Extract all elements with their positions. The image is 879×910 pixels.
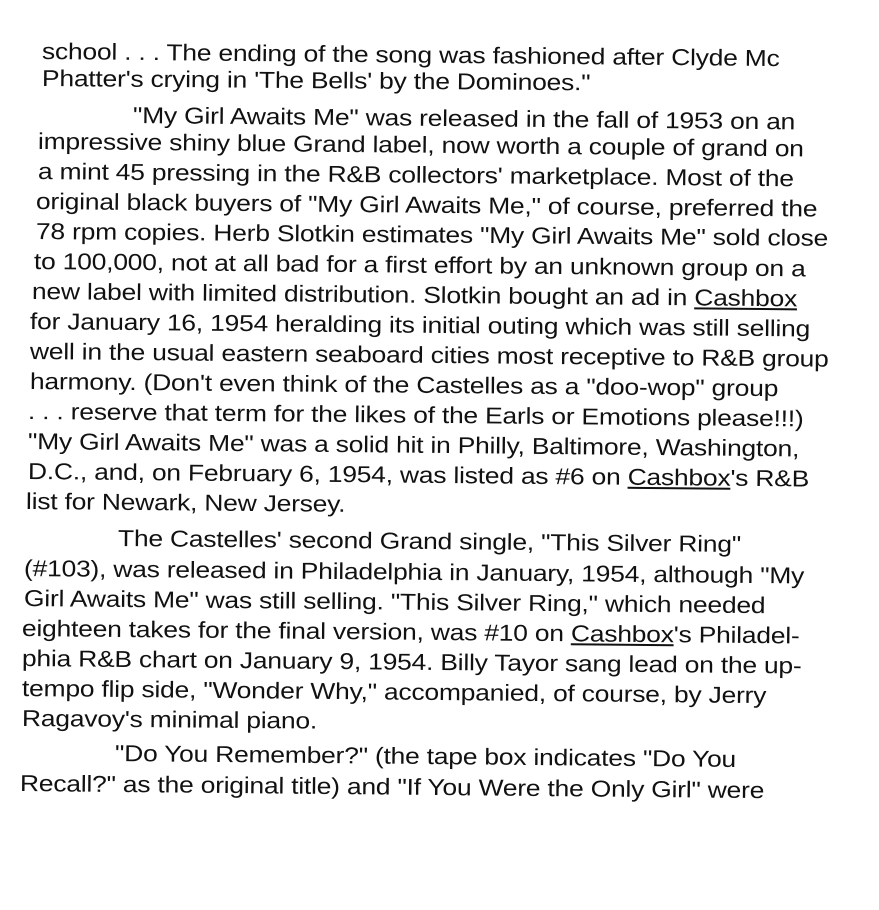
text-segment: a mint 45 pressing in the R&B collectors' marketplace. Most of the <box>37 158 794 192</box>
text-line <box>22 615 800 648</box>
text-segment: impressive shiny blue Grand label, now worth a couple of grand on <box>37 128 804 162</box>
text-line <box>118 525 741 557</box>
text-segment: 78 rpm copies. Herb Slotkin estimates "My Girl Awaits Me" sold close <box>35 218 829 251</box>
text-line <box>32 278 797 311</box>
text-segment: . . . reserve that term for the likes of the Earls or Emotions please!!!) <box>27 398 804 432</box>
text-line <box>22 675 766 708</box>
text-line <box>36 188 818 221</box>
text-line <box>20 770 764 803</box>
underlined-title: Cashbox <box>570 620 674 648</box>
text-segment: (#103), was released in Philadelphia in January, 1954, although "My <box>23 555 805 589</box>
text-segment: "My Girl Awaits Me" was a solid hit in Philly, Baltimore, Washington, <box>27 428 800 462</box>
text-segment: "My Girl Awaits Me" was released in the fall of 1953 on an <box>132 102 796 135</box>
text-segment: for January 16, 1954 heralding its initial outing which was still selling <box>29 308 811 342</box>
text-line <box>30 338 829 372</box>
text-line <box>42 65 591 95</box>
text-segment: new label with limited distribution. Slotkin bought an ad in <box>31 278 695 311</box>
text-segment: The Castelles' second Grand single, "This Silver Ring" <box>117 525 742 557</box>
underlined-title: Cashbox <box>627 463 731 491</box>
text-segment: to 100,000, not at all bad for a first effort by an unknown group on a <box>33 248 806 282</box>
text-line <box>34 248 806 281</box>
text-segment: 's Philadel- <box>673 621 800 649</box>
text-line <box>36 218 828 251</box>
text-line <box>28 428 799 461</box>
text-segment: harmony. (Don't even think of the Castelles as a "doo-wop" group <box>29 368 779 402</box>
text-line <box>115 740 736 772</box>
text-segment: "Do You Remember?" (the tape box indicates "Do You <box>114 740 737 772</box>
text-line <box>30 368 778 401</box>
text-line <box>24 555 804 588</box>
text-segment: Recall?" as the original title) and "If You Were the Only Girl" were <box>19 770 765 804</box>
text-line <box>28 458 809 491</box>
text-segment: tempo flip side, "Wonder Why," accompanied, of course, by Jerry <box>21 675 767 709</box>
text-line <box>22 645 802 678</box>
text-segment: list for Newark, New Jersey. <box>25 488 346 517</box>
text-segment: Ragavoy's minimal piano. <box>21 705 318 734</box>
text-line <box>30 308 810 341</box>
text-segment: Phatter's crying in 'The Bells' by the Dominoes." <box>41 65 591 96</box>
text-segment: school . . . The ending of the song was fashioned after Clyde Mc <box>41 38 780 72</box>
text-line <box>26 488 346 517</box>
text-segment: original black buyers of "My Girl Awaits Me," of course, preferred the <box>35 188 818 222</box>
text-segment: well in the usual eastern seaboard cities most receptive to R&B group <box>29 338 829 372</box>
text-line <box>22 705 317 734</box>
text-line <box>28 398 804 431</box>
text-line <box>38 158 794 191</box>
text-segment: 's R&B <box>730 464 810 492</box>
text-segment: Girl Awaits Me" was still selling. "This Silver Ring," which needed <box>23 585 766 619</box>
underlined-title: Cashbox <box>694 284 798 312</box>
text-segment: D.C., and, on February 6, 1954, was listed as #6 on <box>27 458 628 490</box>
text-segment: phia R&B chart on January 9, 1954. Billy Tayor sang lead on the up- <box>21 645 802 679</box>
text-line <box>24 585 766 618</box>
text-segment: eighteen takes for the final version, was #10 on <box>21 615 572 647</box>
